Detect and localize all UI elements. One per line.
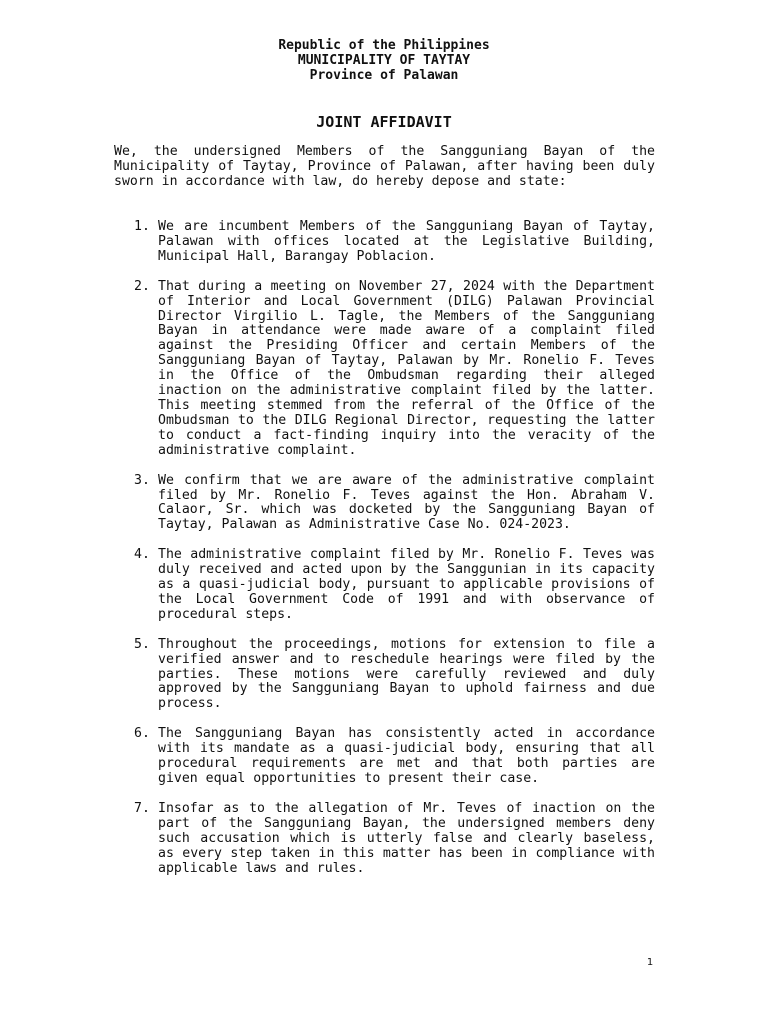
document-title: JOINT AFFIDAVIT: [316, 113, 452, 131]
item-number: 4.: [134, 547, 150, 563]
item-number: 2.: [134, 278, 150, 294]
item-text: Throughout the proceedings, motions for extension to file a verified answer and to reschedule hearings were filed by the parties. These motions were carefully reviewed and duly approved by the Sangguniang Bayan to uphold fairness and due process.: [158, 636, 655, 712]
statement-item-2: [114, 280, 655, 459]
statement-item-1: [114, 220, 655, 265]
letterhead-country: Republic of the Philippines: [278, 38, 490, 53]
item-number: 5.: [134, 636, 150, 652]
item-number: 7.: [134, 800, 150, 816]
statement-item-6: [114, 727, 655, 787]
item-text: We confirm that we are aware of the administrative complaint filed by Mr. Ronelio F. Teves against the Hon. Abraham V. Calaor, Sr. which was docketed by the Sangguniang Bayan of Taytay, Palawan as Administrative Case No. 024-2023.: [158, 472, 655, 533]
statement-item-4: [114, 548, 655, 623]
item-text: We are incumbent Members of the Sangguniang Bayan of Taytay, Palawan with offices located at the Legislative Building, Municipal Hall, Barangay Poblacion.: [158, 219, 655, 264]
item-text: The administrative complaint filed by Mr. Ronelio F. Teves was duly received and acted upon by the Sanggunian in its capacity as a quasi-judicial body, pursuant to applicable provisions of the Local Government Code of 1991 and with observance of procedural steps.: [158, 547, 655, 622]
item-number: 3.: [134, 472, 150, 488]
letterhead: [0, 38, 768, 83]
item-number: 1.: [134, 219, 150, 234]
item-text: The Sangguniang Bayan has consistently acted in accordance with its mandate as a quasi-judicial body, ensuring that all procedural requirements are met and that both parties are given equal opportunities to present their case.: [158, 726, 655, 786]
statement-item-3: [114, 474, 655, 534]
letterhead-province: Province of Palawan: [309, 68, 459, 83]
statement-item-7: [114, 802, 655, 877]
item-text: Insofar as to the allegation of Mr. Teves of inaction on the part of the Sangguniang Bayan, the undersigned members deny such accusation which is utterly false and clearly baseless, as every step taken in this matter has been in compliance with applicable laws and rules.: [158, 800, 655, 876]
numbered-statements: [114, 220, 655, 891]
page-number: 1: [646, 957, 654, 968]
letterhead-municipality: MUNICIPALITY OF TAYTAY: [297, 53, 471, 68]
statement-item-5: [114, 638, 655, 713]
item-number: 6.: [134, 726, 150, 742]
intro-paragraph: We, the undersigned Members of the Sangguniang Bayan of the Municipality of Taytay, Province of Palawan, after having been duly sworn in accordance with law, do hereby depose and state:: [114, 144, 655, 189]
item-text: That during a meeting on November 27, 2024 with the Department of Interior and Local Government (DILG) Palawan Provincial Director Virgilio L. Tagle, the Members of the Sangguniang Bayan in attendance were made aware of a complaint filed against the Presiding Officer and certain Members of the Sangguniang Bayan of Taytay, Palawan by Mr. Ronelio F. Teves in the Office of the Ombudsman regarding their alleged inaction on the administrative complaint filed by the latter. This meeting stemmed from the referral of the Office of the Ombudsman to the DILG Regional Director, requesting the latter to conduct a fact-finding inquiry into the veracity of the administrative complaint.: [158, 278, 655, 458]
